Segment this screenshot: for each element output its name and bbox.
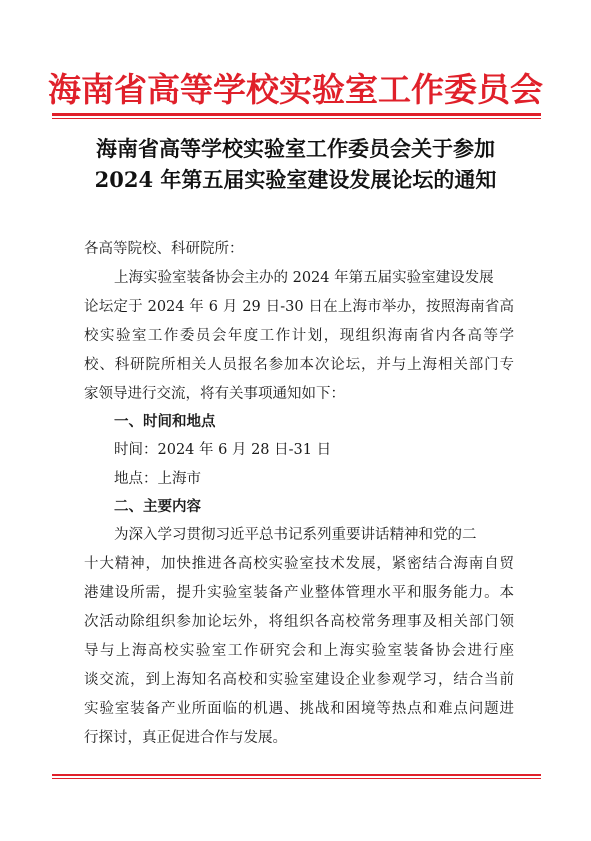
content-line: 导与上海高校实验室工作研究会和上海实验室装备协会进行座 xyxy=(84,643,514,659)
intro-line: 校、科研院所相关人员报名参加本次论坛，并与上海相关部门专 xyxy=(84,357,514,373)
section-1-heading: 一、时间和地点 xyxy=(114,414,216,430)
header-red-rule-thin xyxy=(52,118,541,119)
intro-line: 校实验室工作委员会年度工作计划，现组织海南省内各高等学 xyxy=(84,328,514,344)
intro-line: 论坛定于 2024 年 6 月 29 日-30 日在上海市举办，按照海南省高 xyxy=(84,299,514,315)
organization-header: 海南省高等学校实验室工作委员会 xyxy=(48,70,543,109)
section-2-heading: 二、主要内容 xyxy=(114,499,201,515)
content-line: 为深入学习贯彻习近平总书记系列重要讲话精神和党的二 xyxy=(114,527,477,543)
document-title-line-1: 海南省高等学校实验室工作委员会关于参加 xyxy=(96,136,495,161)
content-line: 次活动除组织参加论坛外，将组织各高校常务理事及相关部门领 xyxy=(84,614,514,630)
content-line: 实验室装备产业所面临的机遇、挑战和困境等热点和难点问题进 xyxy=(84,701,514,717)
event-place: 地点：上海市 xyxy=(114,471,201,487)
footer-red-rule-thick xyxy=(52,774,541,776)
intro-line: 上海实验室装备协会主办的 2024 年第五届实验室建设发展 xyxy=(114,270,494,286)
content-line: 十大精神，加快推进各高校实验室技术发展，紧密结合海南自贸 xyxy=(84,556,514,572)
content-line: 谈交流，到上海知名高校和实验室建设企业参观学习，结合当前 xyxy=(84,672,514,688)
footer-red-rule-thin xyxy=(52,778,541,779)
event-time: 时间：2024 年 6 月 28 日-31 日 xyxy=(114,442,332,458)
document-title-line-2: 2024 年第五届实验室建设发展论坛的通知 xyxy=(94,167,497,192)
content-line: 港建设所需，提升实验室装备产业整体管理水平和服务能力。本 xyxy=(84,585,514,601)
header-red-rule-thick xyxy=(52,113,541,116)
salutation: 各高等院校、科研院所： xyxy=(84,241,244,257)
content-line: 行探讨，真正促进合作与发展。 xyxy=(84,730,287,746)
intro-line: 家领导进行交流，将有关事项通知如下： xyxy=(84,386,345,402)
